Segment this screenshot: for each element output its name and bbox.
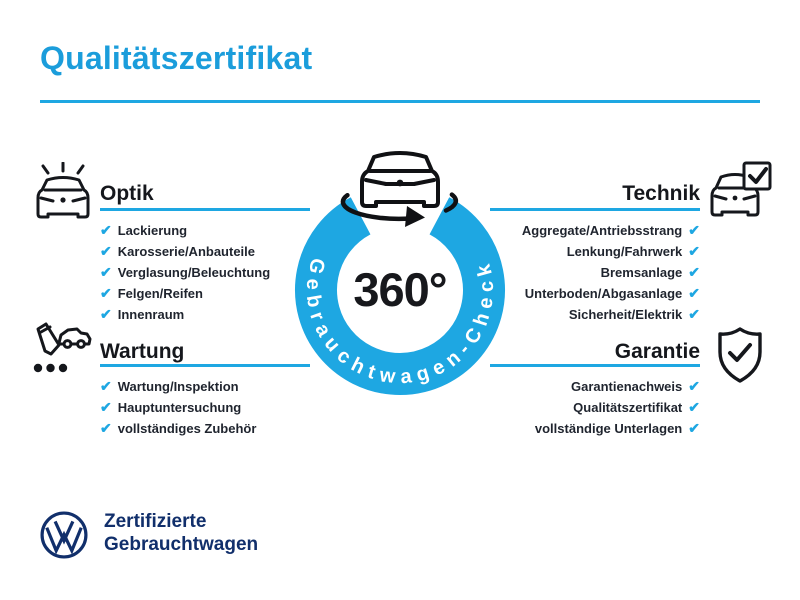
- pencil-car-checklist-icon: [28, 321, 92, 377]
- check-icon: ✔: [688, 377, 700, 394]
- section-technik-underline: [490, 208, 700, 211]
- section-garantie-underline: [490, 364, 700, 367]
- check-item: [100, 418, 312, 439]
- check-icon: ✔: [100, 263, 112, 280]
- check-item-label: vollständiges Zubehör: [117, 421, 257, 436]
- check-icon: ✔: [100, 284, 112, 301]
- check-icon: ✔: [100, 419, 112, 436]
- section-garantie-heading: Garantie: [614, 340, 700, 363]
- check-item-label: Innenraum: [117, 307, 185, 322]
- check-item-label: Lenkung/Fahrwerk: [566, 244, 683, 259]
- check-item-label: Sicherheit/Elektrik: [568, 307, 683, 322]
- car-checkbox-icon: [708, 161, 772, 221]
- check-item-label: Karosserie/Anbauteile: [117, 244, 256, 259]
- check-icon: ✔: [688, 305, 700, 322]
- section-technik-heading: Technik: [622, 182, 700, 205]
- section-optik-underline: [100, 208, 310, 211]
- footer-line1: Zertifizierte: [104, 511, 207, 532]
- degree-label: 360°: [353, 263, 447, 316]
- check-item-label: vollständige Unterlagen: [534, 421, 683, 436]
- check-icon: ✔: [688, 242, 700, 259]
- check-item-label: Unterboden/Abgasanlage: [524, 286, 683, 301]
- page-title: Qualitätszertifikat: [40, 40, 313, 76]
- check-item-label: Aggregate/Antriebsstrang: [521, 223, 683, 238]
- check-icon: ✔: [100, 377, 112, 394]
- check-icon: ✔: [688, 419, 700, 436]
- title-underline: [40, 100, 760, 103]
- check-icon: ✔: [100, 305, 112, 322]
- check-item-label: Qualitätszertifikat: [573, 400, 683, 415]
- section-wartung-heading: Wartung: [100, 340, 185, 363]
- shield-check-icon: [715, 326, 765, 384]
- vw-logo: [40, 511, 88, 559]
- section-wartung-underline: [100, 364, 310, 367]
- check-item-label: Bremsanlage: [600, 265, 683, 280]
- ring-label: Gebrauchtwagen-Check: [301, 255, 499, 389]
- check-item-label: Hauptuntersuchung: [117, 400, 242, 415]
- footer-brand-text: [104, 510, 258, 556]
- check-icon: ✔: [100, 398, 112, 415]
- check-icon: ✔: [100, 242, 112, 259]
- check-icon: ✔: [100, 221, 112, 238]
- shiny-car-icon: [31, 162, 95, 220]
- check-icon: ✔: [688, 284, 700, 301]
- check-icon: ✔: [688, 263, 700, 280]
- check-icon: ✔: [688, 398, 700, 415]
- check-item-label: Wartung/Inspektion: [117, 379, 239, 394]
- check-item-label: Felgen/Reifen: [117, 286, 203, 301]
- 360-check-badge: [280, 140, 520, 410]
- check-item-label: Garantienachweis: [570, 379, 683, 394]
- check-item-label: Lackierung: [117, 223, 188, 238]
- check-icon: ✔: [688, 221, 700, 238]
- check-item-label: Verglasung/Beleuchtung: [117, 265, 271, 280]
- footer-line2: Gebrauchtwagen: [104, 534, 259, 555]
- car-rotation-icon: [343, 153, 456, 227]
- check-item: [488, 418, 700, 439]
- section-optik-heading: Optik: [100, 182, 154, 205]
